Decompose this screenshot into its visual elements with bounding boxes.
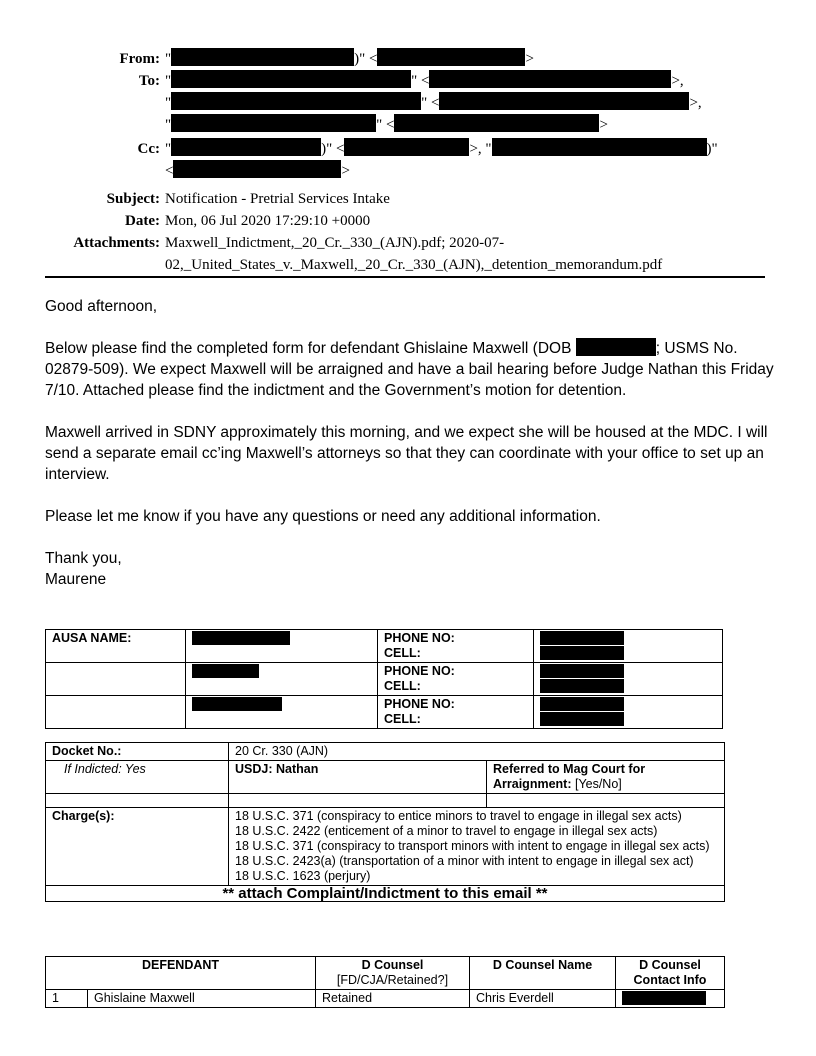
paragraph-1 — [45, 338, 775, 401]
table-row — [46, 808, 725, 886]
empty-cell — [229, 794, 487, 808]
phone-value-cell — [534, 630, 723, 663]
empty-cell — [46, 794, 229, 808]
table-row — [46, 886, 725, 902]
from-value: " )" < > — [165, 48, 780, 70]
signature: Maurene — [45, 571, 107, 588]
docket-label: Docket No.: — [46, 743, 229, 761]
usdj-label: USDJ: Nathan — [229, 761, 487, 794]
docket-value: 20 Cr. 330 (AJN) — [229, 743, 725, 761]
cc-value: " )" < >, " )" < > — [165, 138, 780, 182]
redaction — [540, 697, 624, 711]
redaction — [540, 664, 624, 678]
to-label: To: — [138, 73, 160, 89]
redaction — [171, 70, 411, 88]
referred-label: Referred to Mag Court for Arraignment: — [493, 762, 646, 791]
redaction — [192, 697, 282, 711]
attachment-line-1: Maxwell_Indictment,_20_Cr._330_(AJN).pdf; 2020-07- — [165, 235, 505, 251]
charge-item: 18 U.S.C. 371 (conspiracy to entice minors to travel to engage in illegal sex acts) — [235, 809, 682, 823]
redaction — [171, 48, 354, 66]
paragraph-2: Maxwell arrived in SDNY approximately this morning, and we expect she will be housed at the MDC. I will send a separate email cc’ing Maxwell’s attorneys so that they can coordinate with your office to set up an interview. — [45, 424, 768, 483]
counsel-name: Chris Everdell — [470, 990, 616, 1008]
redaction — [171, 114, 376, 132]
table-row — [46, 663, 723, 696]
indicted-label: If Indicted: Yes — [46, 761, 229, 794]
defendant-name: Ghislaine Maxwell — [88, 990, 316, 1008]
header-divider — [45, 276, 765, 278]
cc-row — [0, 138, 780, 182]
closing-text: Thank you, — [45, 550, 122, 567]
referred-cell — [487, 761, 725, 794]
col-contact: D Counsel Contact Info — [616, 957, 725, 990]
attachments-label: Attachments: — [73, 235, 160, 251]
attachments-value — [165, 232, 780, 276]
counsel-type: Retained — [316, 990, 470, 1008]
greeting: Good afternoon, — [45, 298, 158, 315]
redaction — [540, 679, 624, 693]
defendant-table — [45, 956, 725, 1008]
table-row — [46, 743, 725, 761]
referred-options: [Yes/No] — [574, 777, 622, 791]
phone-cell — [378, 696, 534, 729]
table-row — [46, 630, 723, 663]
phone-label: PHONE NO: — [384, 664, 455, 678]
phone-label: PHONE NO: — [384, 697, 455, 711]
to-row — [0, 70, 780, 136]
closing — [45, 548, 775, 590]
redaction — [192, 664, 259, 678]
cell-label: CELL: — [384, 679, 421, 693]
redaction — [192, 631, 290, 645]
email-header — [0, 48, 780, 276]
phone-cell — [378, 663, 534, 696]
charges-label: Charge(s): — [46, 808, 229, 886]
from-row — [0, 48, 780, 70]
redaction — [377, 48, 525, 66]
subject-row — [0, 188, 780, 210]
ausa-name-cell — [186, 663, 378, 696]
redaction — [492, 138, 707, 156]
row-number: 1 — [46, 990, 88, 1008]
email-body — [45, 296, 775, 590]
ausa-table — [45, 629, 723, 729]
redaction — [394, 114, 599, 132]
charge-item: 18 U.S.C. 2422 (enticement of a minor to travel to engage in illegal sex acts) — [235, 824, 658, 838]
col-counsel-cell — [316, 957, 470, 990]
redaction — [540, 712, 624, 726]
charge-item: 18 U.S.C. 1623 (perjury) — [235, 869, 371, 883]
phone-value-cell — [534, 696, 723, 729]
ausa-name-cell — [186, 630, 378, 663]
contact-cell — [616, 990, 725, 1008]
empty-cell — [46, 696, 186, 729]
redaction — [576, 338, 656, 356]
from-label: From: — [119, 51, 160, 67]
redaction — [171, 92, 421, 110]
table-row — [46, 794, 725, 808]
attachment-line-2: 02,_United_States_v._Maxwell,_20_Cr._330_(AJN),_detention_memorandum.pdf — [165, 257, 663, 273]
table-row — [46, 696, 723, 729]
charge-item: 18 U.S.C. 2423(a) (transportation of a minor with intent to engage in illegal sex act) — [235, 854, 694, 868]
cell-label: CELL: — [384, 712, 421, 726]
cell-label: CELL: — [384, 646, 421, 660]
attach-note: ** attach Complaint/Indictment to this email ** — [46, 886, 725, 902]
date-row — [0, 210, 780, 232]
charges-cell — [229, 808, 725, 886]
empty-cell — [487, 794, 725, 808]
redaction — [439, 92, 689, 110]
ausa-name-label: AUSA NAME: — [46, 630, 186, 663]
redaction — [429, 70, 671, 88]
col-counsel-sub: [FD/CJA/Retained?] — [336, 973, 449, 987]
redaction — [171, 138, 321, 156]
col-defendant: DEFENDANT — [46, 957, 316, 990]
phone-cell — [378, 630, 534, 663]
redaction — [540, 646, 624, 660]
case-table — [45, 742, 725, 902]
subject-value: Notification - Pretrial Services Intake — [165, 191, 390, 207]
col-counsel-name: D Counsel Name — [470, 957, 616, 990]
redaction — [344, 138, 469, 156]
empty-cell — [46, 663, 186, 696]
paragraph-3: Please let me know if you have any questions or need any additional information. — [45, 508, 601, 525]
charge-item: 18 U.S.C. 371 (conspiracy to transport minors with intent to engage in illegal sex acts) — [235, 839, 710, 853]
phone-value-cell — [534, 663, 723, 696]
table-row — [46, 761, 725, 794]
date-label: Date: — [125, 213, 160, 229]
table-row — [46, 957, 725, 990]
phone-label: PHONE NO: — [384, 631, 455, 645]
date-value: Mon, 06 Jul 2020 17:29:10 +0000 — [165, 213, 371, 229]
paragraph-1-a: Below please find the completed form for defendant Ghislaine Maxwell (DOB — [45, 340, 572, 357]
table-row — [46, 990, 725, 1008]
redaction — [622, 991, 706, 1005]
subject-label: Subject: — [106, 191, 160, 207]
attachments-row — [0, 232, 780, 276]
cc-label: Cc: — [137, 141, 160, 157]
redaction — [540, 631, 624, 645]
to-value: " " < >, " " < >, " " < > — [165, 70, 780, 136]
paragraph-1-b: ; USMS No. 02879-509). We expect Maxwell will be arraigned and have a bail hearing before Judge Nathan this Friday 7/10. Attached please find the indictment and the Government’s motion for detention. — [45, 340, 774, 399]
col-counsel: D Counsel — [361, 958, 424, 972]
ausa-name-cell — [186, 696, 378, 729]
redaction — [173, 160, 341, 178]
